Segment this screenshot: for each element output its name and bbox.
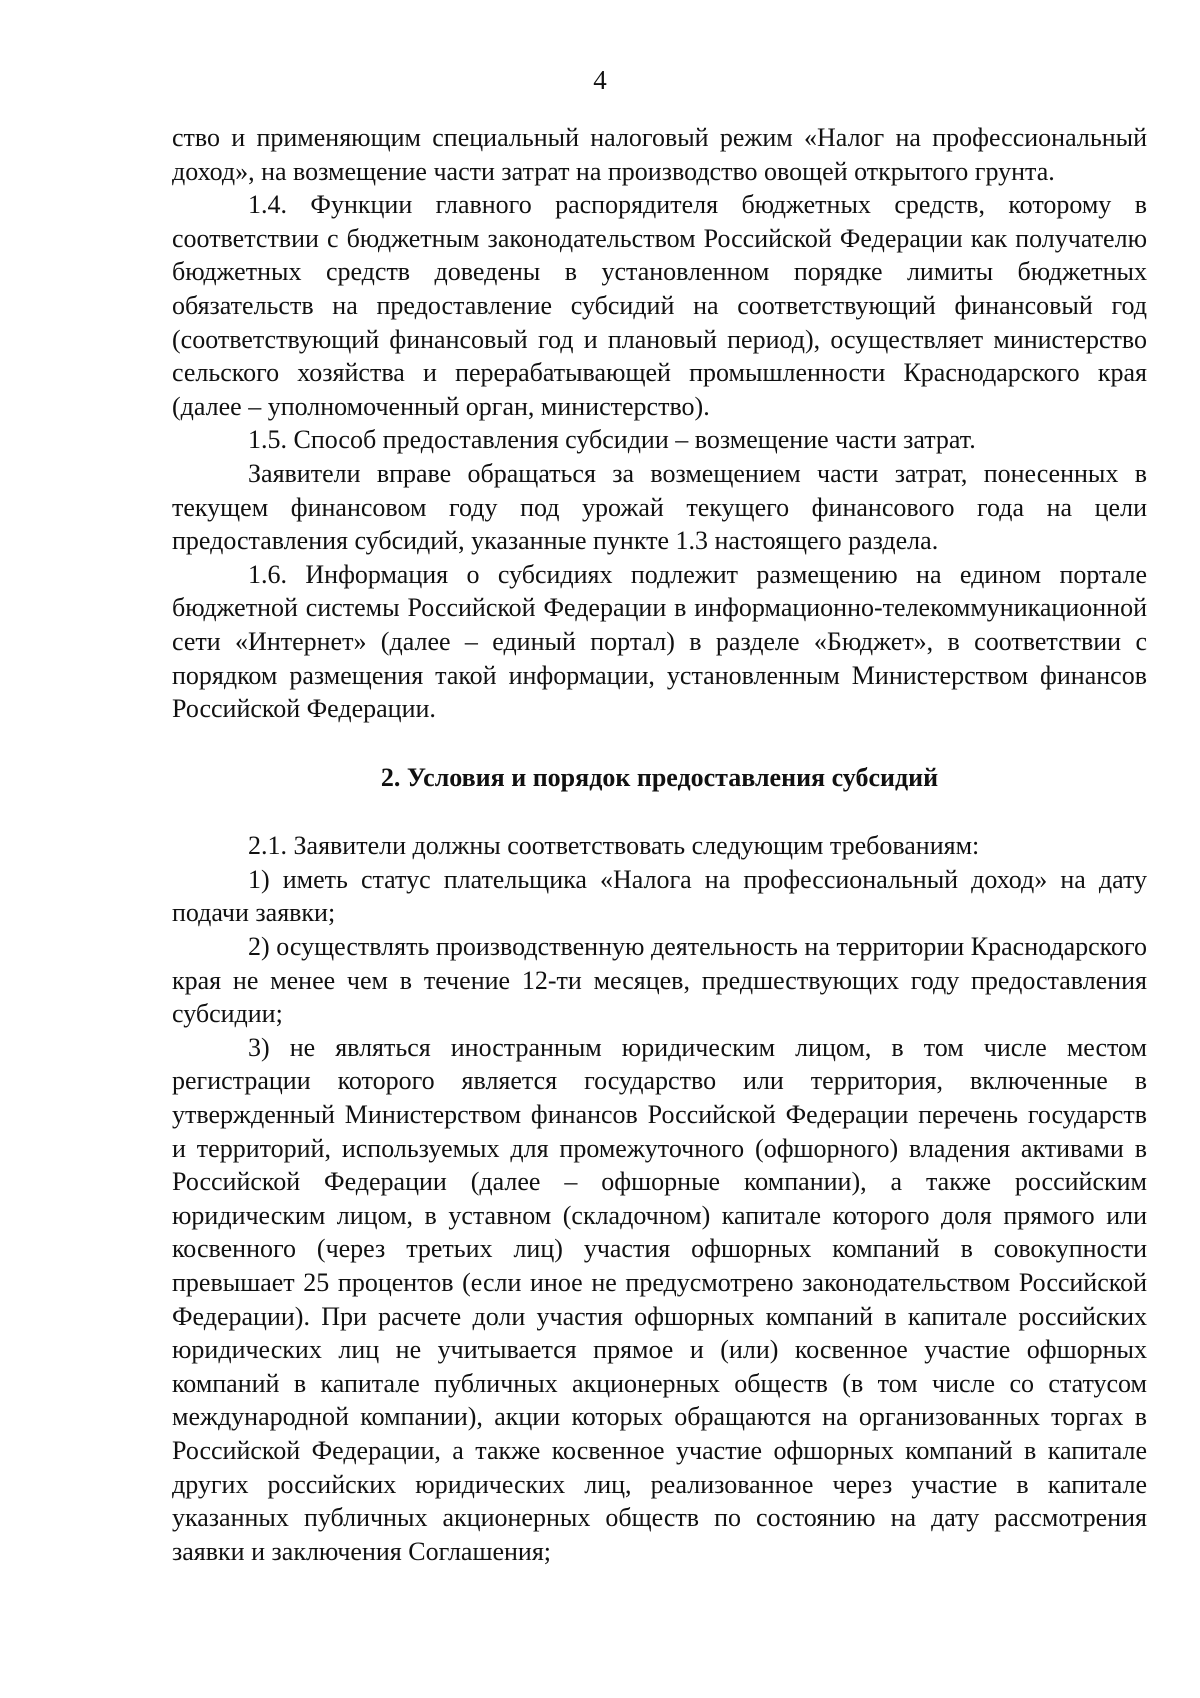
paragraph-1-6: 1.6. Информация о субсидиях подлежит размещению на едином портале бюджетной системы Российской Федерации в информационно-телекоммуникационной сети «Интернет» (далее – единый портал) в разделе «Бюджет», в соответствии с порядком размещения такой информации, установленным Министерством финансов Российской Федерации. — [172, 559, 1147, 724]
section-2-body — [172, 829, 1147, 1568]
paragraph-continuation: ство и применяющим специальный налоговый режим «Налог на профессиональный доход», на возмещение части затрат на производство овощей открытого грунта. — [172, 123, 1147, 186]
requirement-item-1: 1) иметь статус плательщика «Налога на профессиональный доход» на дату подачи заявки; — [172, 864, 1147, 928]
document-body — [172, 121, 1147, 1568]
section-2-heading: 2. Условия и порядок предоставления субсидий — [380, 762, 939, 792]
paragraph-applicants-rights: Заявители вправе обращаться за возмещением части затрат, понесенных в текущем финансовом году под урожай текущего финансового года на цели предоставления субсидий, указанные пункте 1.3 настоящего раздела. — [172, 458, 1147, 556]
paragraph-1-5: 1.5. Способ предоставления субсидии – возмещение части затрат. — [248, 425, 976, 455]
requirement-item-3: 3) не являться иностранным юридическим лицом, в том числе местом регистрации которого является государство или территория, включенные в утвержденный Министерством финансов Российской Федерации перечень государств и территорий, используемых для промежуточного (офшорного) владения активами в Российской Федерации (далее – офшорные компании), а также российским юридическим лицом, в уставном (складочном) капитале которого доля прямого или косвенного (через третьих лиц) участия офшорных компаний в совокупности превышает 25 процентов (если иное не предусмотрено законодательством Российской Федерации). При расчете доли участия офшорных компаний в капитале российских юридических лиц не учитывается прямое и (или) косвенное участие офшорных компаний в капитале публичных акционерных обществ (в том числе со статусом международной компании), акции которых обращаются на организованных торгах в Российской Федерации, а также косвенное участие офшорных компаний в капитале других российских юридических лиц, реализованное через участие в капитале указанных публичных акционерных обществ по состоянию на дату рассмотрения заявки и заключения Соглашения; — [172, 1032, 1147, 1566]
section-1-continuation — [172, 121, 1147, 726]
paragraph-2-1: 2.1. Заявители должны соответствовать следующим требованиям: — [248, 831, 980, 861]
page-number: 4 — [593, 65, 607, 95]
paragraph-1-4: 1.4. Функции главного распорядителя бюджетных средств, которому в соответствии с бюджетным законодательством Российской Федерации как получателю бюджетных средств доведены в установленном порядке лимиты бюджетных обязательств на предоставление субсидий на соответствующий финансовый год (соответствующий финансовый год и плановый период), осуществляет министерство сельского хозяйства и перерабатывающей промышленности Краснодарского края (далее – уполномоченный орган, министерство). — [172, 190, 1147, 421]
requirement-item-2: 2) осуществлять производственную деятельность на территории Краснодарского края не менее чем в течение 12-ти месяцев, предшествующих году предоставления субсидии; — [172, 932, 1147, 1029]
